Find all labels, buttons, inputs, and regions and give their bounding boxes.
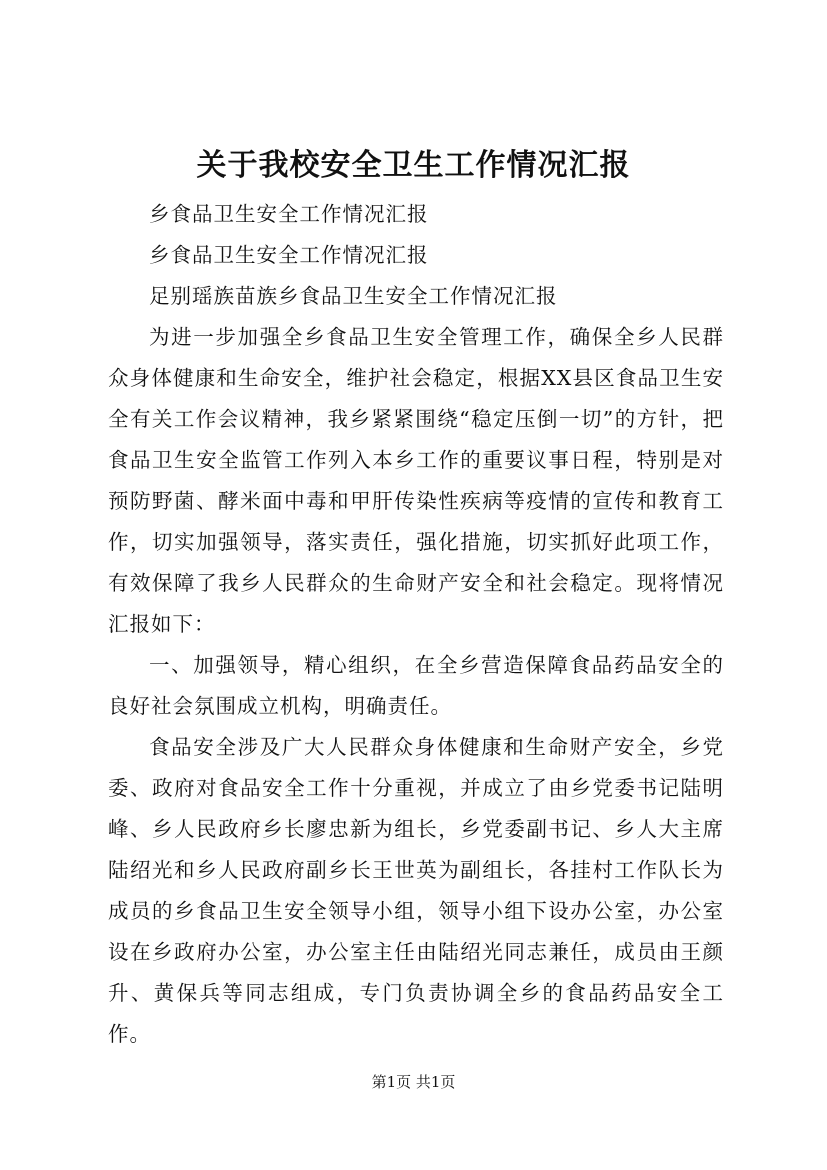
paragraph: 足别瑶族苗族乡食品卫生安全工作情况汇报 bbox=[149, 284, 558, 308]
paragraph: 食品安全涉及广大人民群众身体健康和生命财产安全，乡党委、政府对食品安全工作十分重视，并成立了由乡党委书记陆明峰、乡人民政府乡长廖忠新为组长，乡党委副书记、乡人大主席陆绍光和乡人民政府副乡长王世英为副组长，各挂村工作队长为成员的乡食品卫生安全领导小组，领导小组下设办公室，办公室设在乡政府办公室，办公室主任由陆绍光同志兼任，成员由王颜升、黄保兵等同志组成，专门负责协调全乡的食品药品安全工作。 bbox=[108, 735, 724, 1046]
document-body bbox=[108, 194, 724, 1055]
paragraph: 乡食品卫生安全工作情况汇报 bbox=[149, 243, 429, 267]
paragraph: 乡食品卫生安全工作情况汇报 bbox=[149, 202, 429, 226]
paragraph: 一、加强领导，精心组织，在全乡营造保障食品药品安全的良好社会氛围成立机构，明确责任。 bbox=[108, 653, 724, 718]
page-footer: 第1页 共1页 bbox=[371, 1073, 456, 1091]
document-title: 关于我校安全卫生工作情况汇报 bbox=[196, 148, 631, 183]
paragraph: 为进一步加强全乡食品卫生安全管理工作，确保全乡人民群众身体健康和生命安全，维护社会稳定，根据XX县区食品卫生安全有关工作会议精神，我乡紧紧围绕“稳定压倒一切”的方针，把食品卫生安全监管工作列入本乡工作的重要议事日程，特别是对预防野菌、酵米面中毒和甲肝传染性疾病等疫情的宣传和教育工作，切实加强领导，落实责任，强化措施，切实抓好此项工作，有效保障了我乡人民群众的生命财产安全和社会稳定。现将情况汇报如下： bbox=[108, 325, 724, 636]
